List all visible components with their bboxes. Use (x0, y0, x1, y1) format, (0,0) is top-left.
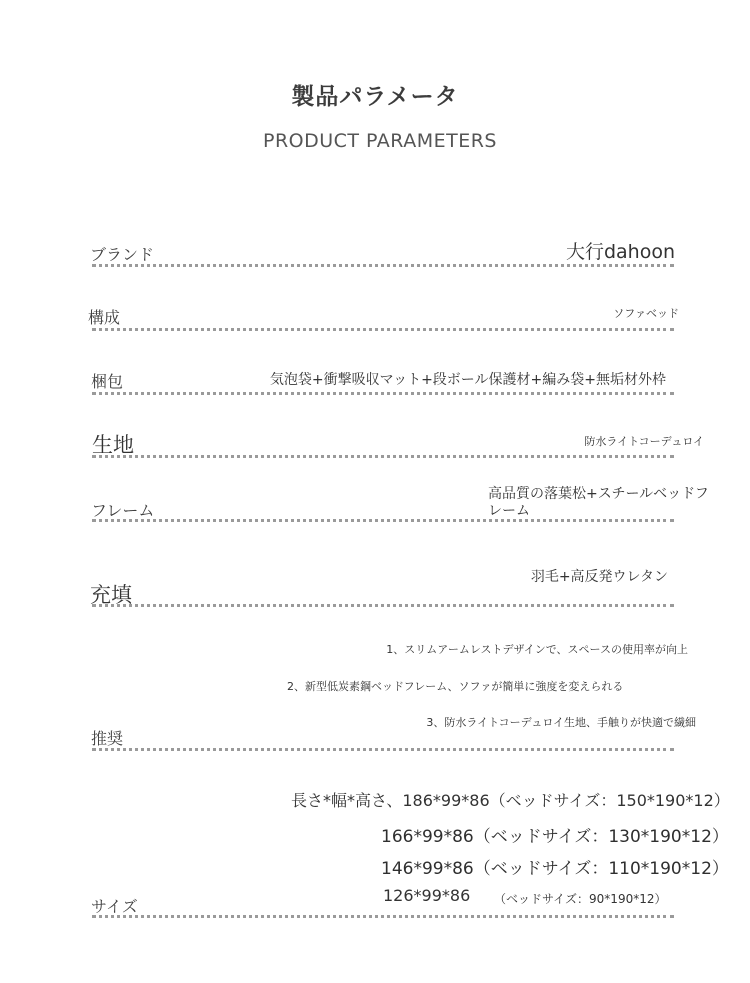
size-line-1: 長さ*幅*高さ、186*99*86（ベッドサイズ：150*190*12） (291, 791, 730, 810)
recommend-point-1: 1、スリムアームレストデザインで、スペースの使用率が向上 (386, 643, 688, 656)
fabric-value: 防水ライトコーデュロイ (584, 435, 704, 448)
size-line-4-bed: （ベッドサイズ：90*190*12） (494, 892, 667, 906)
packaging-label: 梱包 (91, 372, 124, 391)
divider (92, 455, 674, 458)
divider (92, 604, 674, 607)
composition-value: ソファベッド (613, 307, 679, 320)
size-line-2: 166*99*86（ベッドサイズ：130*190*12） (381, 827, 729, 847)
size-line-4: 126*99*86 (383, 886, 471, 905)
filling-value: 羽毛+高反発ウレタン (530, 569, 668, 585)
filling-label: 充填 (90, 583, 132, 607)
frame-label: フレーム (91, 501, 155, 520)
divider (92, 264, 674, 267)
divider (92, 328, 674, 331)
composition-label: 構成 (88, 308, 121, 327)
size-line-3: 146*99*86（ベッドサイズ：110*190*12） (381, 859, 729, 879)
divider (92, 915, 674, 918)
packaging-value: 気泡袋+衝撃吸収マット+段ボール保護材+編み袋+無垢材外枠 (269, 372, 666, 388)
recommend-label: 推奨 (91, 729, 124, 748)
divider (92, 392, 674, 395)
fabric-label: 生地 (92, 433, 134, 457)
divider (92, 519, 674, 522)
divider (92, 748, 674, 751)
brand-value: 大行dahoon (565, 241, 675, 263)
page-subtitle: PRODUCT PARAMETERS (262, 130, 497, 152)
recommend-point-3: 3、防水ライトコーデュロイ生地、手触りが快適で繊細 (426, 716, 696, 729)
page-title: 製品パラメータ (291, 84, 459, 110)
brand-label: ブランド (90, 245, 155, 264)
size-label: サイズ (91, 897, 138, 916)
frame-value: 高品質の落葉松+スチールベッドフレーム (488, 486, 709, 519)
recommend-point-2: 2、新型低炭素鋼ベッドフレーム、ソファが簡単に強度を変えられる (287, 680, 624, 693)
